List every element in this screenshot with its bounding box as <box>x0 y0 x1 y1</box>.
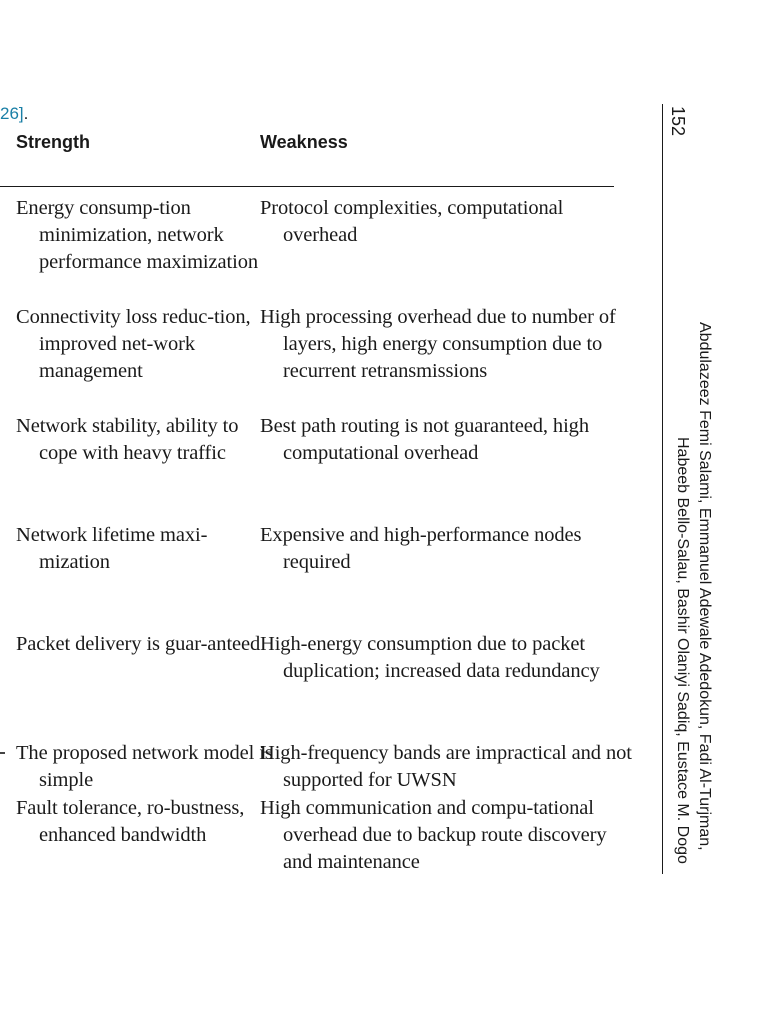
weakness-cell-7: High communication and compu-tational overhead due to backup route discovery and maintenance <box>260 797 607 874</box>
weakness-cell-4: Expensive and high-performance nodes required <box>260 524 582 574</box>
weakness-cell-2: High processing overhead due to number of layers, high energy consumption due to recurrent retransmissions <box>260 306 616 383</box>
header-weakness: Weakness <box>260 132 348 152</box>
row-marker <box>0 752 5 754</box>
strength-cell-5: Packet delivery is guar-anteed <box>16 633 261 655</box>
strength-cell-7: Fault tolerance, ro-bustness, enhanced bandwidth <box>16 797 245 847</box>
weakness-cell-6: High-frequency bands are impractical and not supported for UWSN <box>260 742 632 792</box>
header-strength: Strength <box>16 132 90 152</box>
page-number: 152 <box>668 106 688 137</box>
weakness-cell-1: Protocol complexities, computational overhead <box>260 197 564 247</box>
authors-line-1: Abdulazeez Femi Salami, Emmanuel Adewale Adedokun, Fadi Al-Turjman, <box>696 322 713 851</box>
citation-link[interactable]: 26] <box>0 104 24 123</box>
authors-line-2: Habeeb Bello-Salau, Bashir Olaniyi Sadiq, Eustace M. Dogo <box>674 437 691 864</box>
weakness-cell-5: High-energy consumption due to packet duplication; increased data redundancy <box>260 633 600 683</box>
running-head-rule <box>662 104 663 874</box>
strength-cell-3: Network stability, ability to cope with heavy traffic <box>16 415 239 465</box>
strength-cell-2: Connectivity loss reduc-tion, improved net-work management <box>16 306 251 383</box>
header-rule <box>0 186 614 187</box>
strength-cell-1: Energy consump-tion minimization, network performance maximization <box>16 197 259 274</box>
reference-fragment <box>0 104 28 124</box>
strength-cell-6: The proposed network model is simple <box>16 742 273 792</box>
weakness-cell-3: Best path routing is not guaranteed, high computational overhead <box>260 415 589 465</box>
citation-tail: . <box>23 104 29 123</box>
strength-cell-4: Network lifetime maxi-mization <box>16 524 208 574</box>
